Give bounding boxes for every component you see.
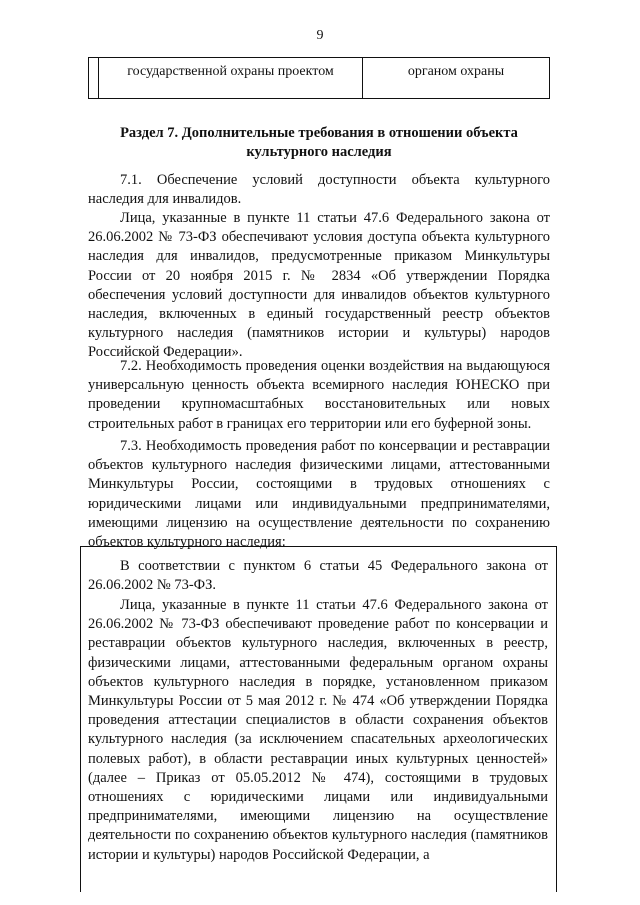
table-cell-empty	[89, 58, 99, 99]
box-paragraph-1: В соответствии с пунктом 6 статьи 45 Федерального закона от 26.06.2002 № 73-ФЗ.	[88, 558, 548, 594]
paragraph-7-3: 7.3. Необходимость проведения работ по консервации и реставрации объектов культурного наследия физическими лицами, аттестованными Минкультуры России, состоящими в трудовых отношениях с юридическими лицами или индивидуальными предпринимателями, имеющими лицензию на осуществление деятельности по сохранению объектов культурного наследия:	[88, 438, 550, 551]
continuation-table	[88, 57, 550, 99]
box-paragraph-2: Лица, указанные в пункте 11 статьи 47.6 Федерального закона от 26.06.2002 № 73-ФЗ обеспечивают проведение работ по консервации и реставрации объектов культурного наследия, включенных в реестр, физическими лицами, аттестованными федеральным органом охраны объектов культурного наследия в порядке, установленном приказом Минкультуры России от 5 мая 2012 г. № 474 «Об утверждении Порядка проведения аттестации специалистов в области сохранения объектов культурного наследия (за исключением спасательных археологических полевых работ), в области реставрации иных культурных ценностей» (далее – Приказ от 05.05.2012 № 474), состоящими в трудовых отношениях с юридическими лицами или индивидуальными предпринимателями, имеющими лицензию на осуществление деятельности по сохранению объектов культурного наследия (памятников истории и культуры) народов Российской Федерации, а	[88, 597, 548, 863]
table-cell: государственной охраны проектом	[99, 58, 363, 99]
page-number: 9	[316, 28, 324, 43]
table-row	[89, 58, 550, 99]
paragraph-7-1: 7.1. Обеспечение условий доступности объекта культурного наследия для инвалидов.	[88, 172, 550, 208]
table-cell: органом охраны	[363, 58, 550, 99]
section-heading: Раздел 7. Дополнительные требования в отношении объекта культурного наследия	[120, 125, 518, 160]
paragraph-7-2: 7.2. Необходимость проведения оценки воздействия на выдающуюся универсальную ценность объекта всемирного наследия ЮНЕСКО при проведении крупномасштабных восстановительных или новых строительных работ в границах его территории или его буферной зоны.	[88, 358, 550, 432]
paragraph-7-1-body: Лица, указанные в пункте 11 статьи 47.6 Федерального закона от 26.06.2002 № 73-ФЗ обеспечивают условия доступа объекта культурного наследия для инвалидов, предусмотренные приказом Минкультуры России от 20 ноября 2015 г. № 2834 «Об утверждении Порядка обеспечения условий доступности для инвалидов объектов культурного наследия, включенных в единый государственный реестр объектов культурного наследия (памятников истории и культуры) народов Российской Федерации».	[88, 210, 550, 361]
